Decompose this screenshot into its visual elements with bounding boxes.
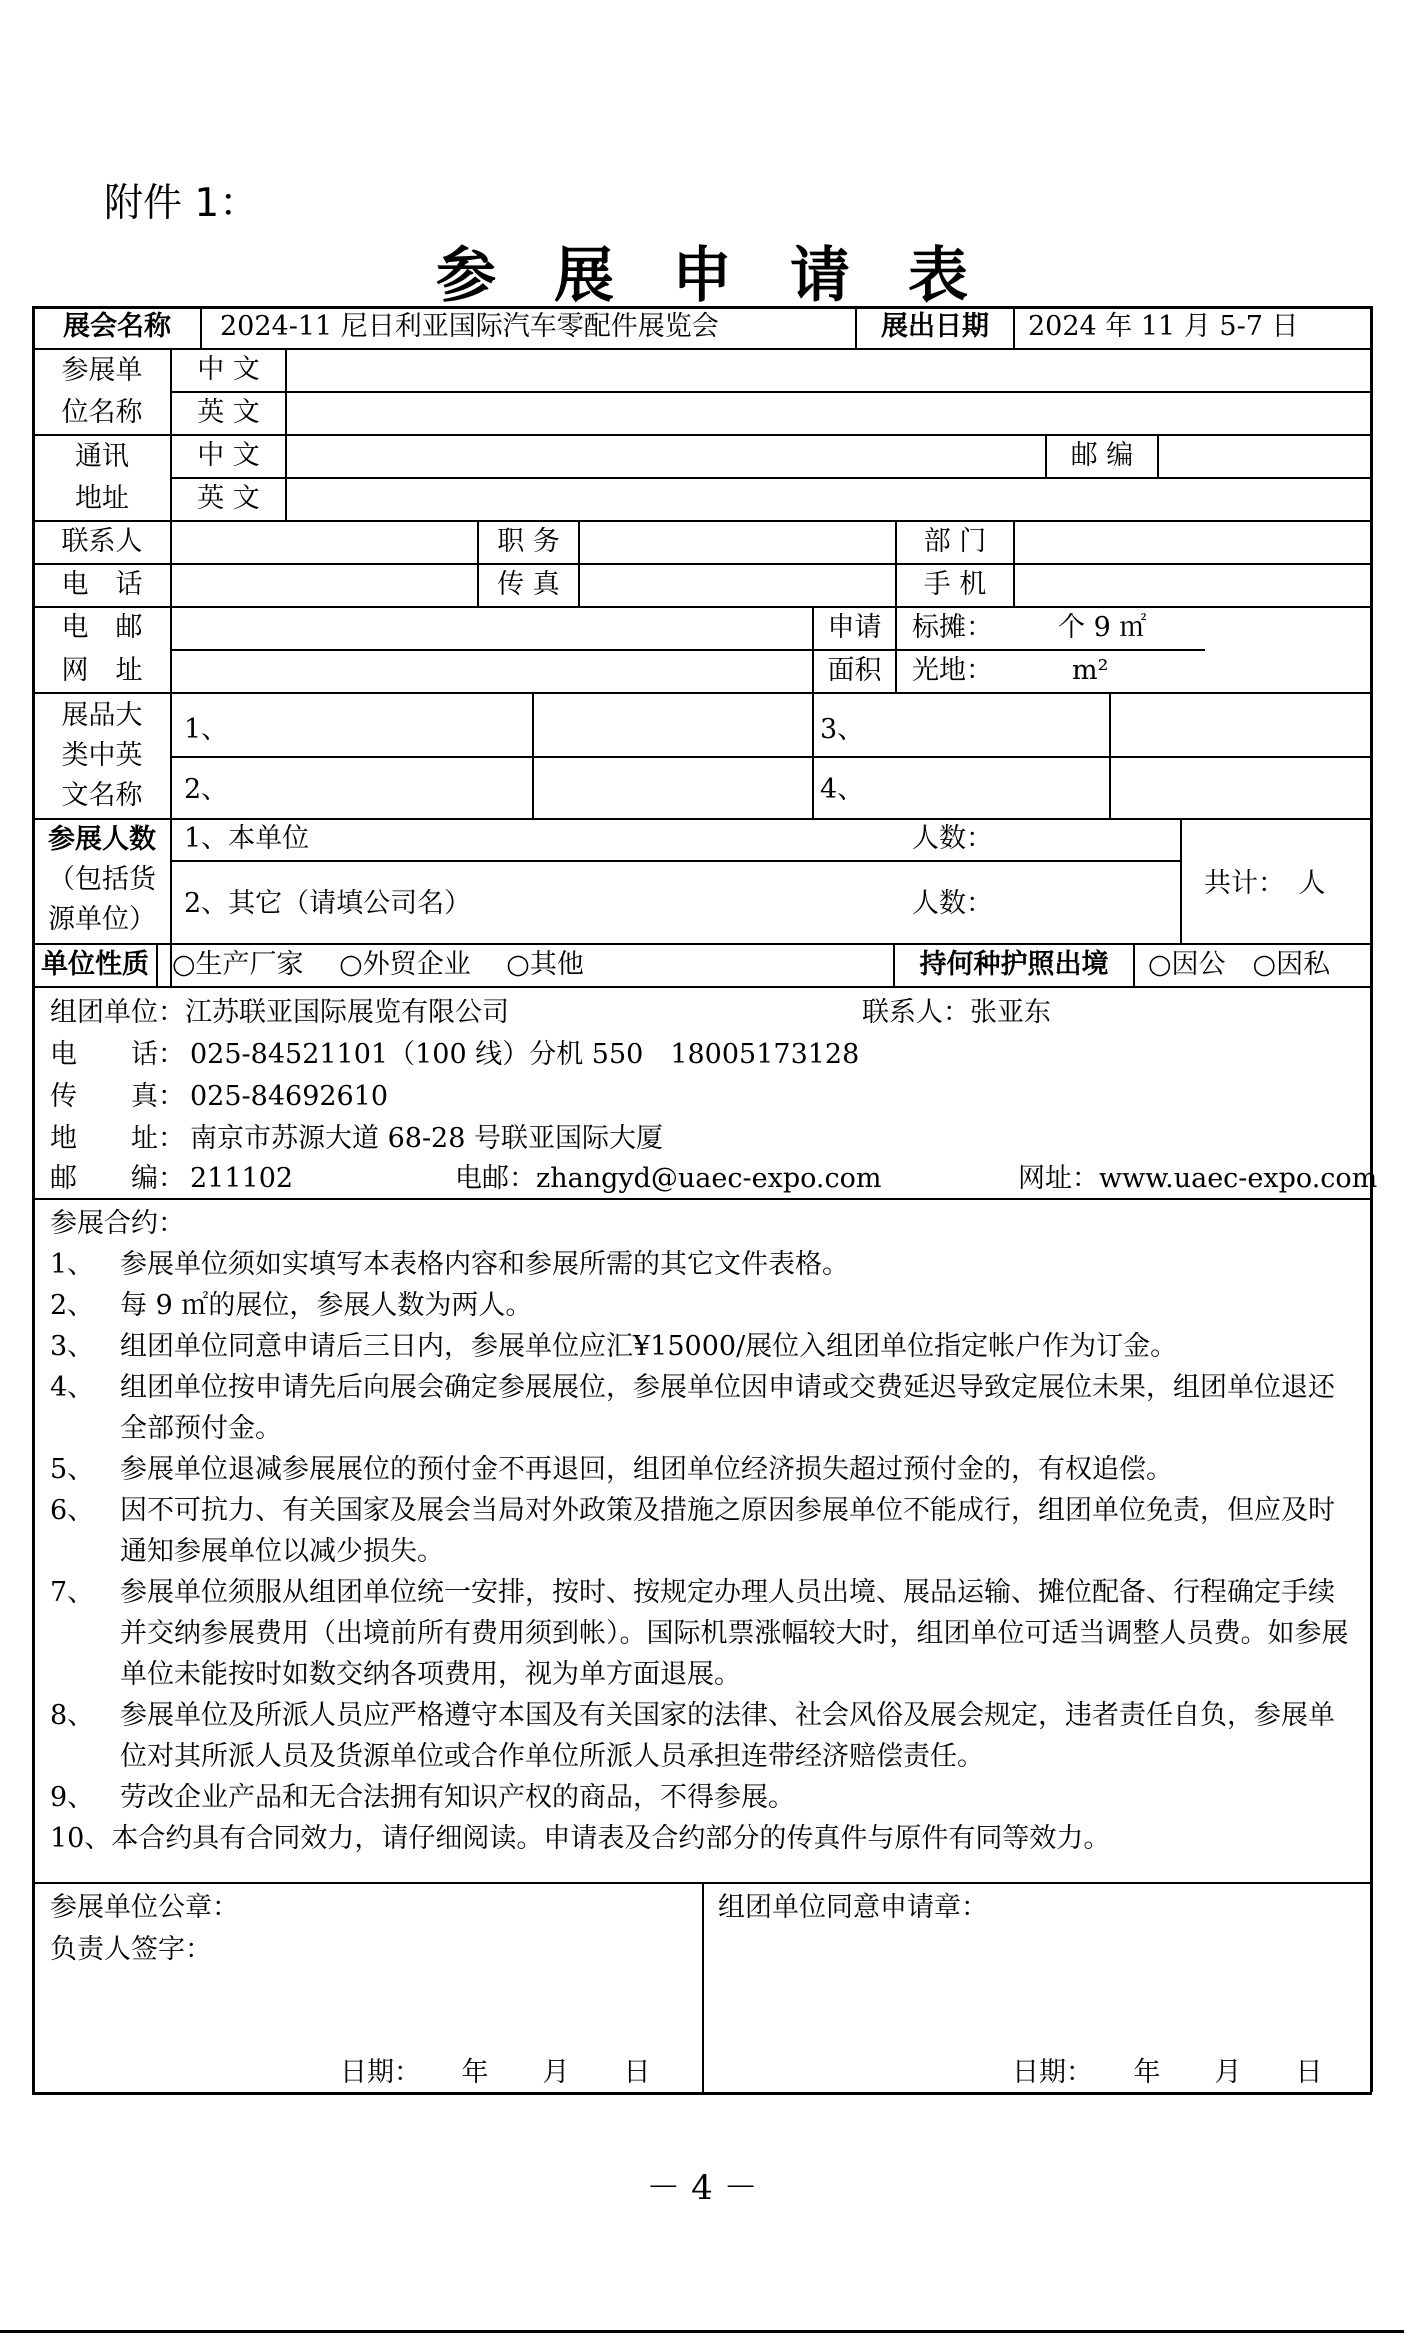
department-label: 部 门 xyxy=(923,526,987,557)
products-label-line2: 类中英 xyxy=(61,740,143,771)
job-title-label: 职 务 xyxy=(497,526,560,557)
address-en-label: 英 文 xyxy=(197,483,260,514)
standard-booth-unit: 个 9 ㎡ xyxy=(1058,612,1147,643)
terms-item xyxy=(50,1695,1360,1777)
other-count-label: 人数： xyxy=(912,888,993,919)
email-label: 电 邮 xyxy=(61,612,143,643)
terms-item-text: 参展单位及所派人员应严格遵守本国及有关国家的法律、社会风俗及展会规定，违者责任自负，参展单位对其所派人员及货源单位或合作单位所派人员承担连带经济赔偿责任。 xyxy=(120,1700,1335,1772)
terms-item-number: 6、 xyxy=(50,1495,95,1526)
organizer-fax: 025-84692610 xyxy=(190,1081,389,1112)
attachment-label: 附件 1： xyxy=(104,181,259,226)
apply-area-label-line2: 面积 xyxy=(827,655,882,686)
exhibitor-name-en-field[interactable] xyxy=(287,393,1369,433)
terms-item xyxy=(50,1244,1360,1285)
terms-section xyxy=(50,1203,1360,1859)
organizer-phone: 025-84521101（100 线）分机 550 18005173128 xyxy=(190,1039,860,1070)
terms-item-text: 因不可抗力、有关国家及展会当局对外政策及措施之原因参展单位不能成行，组团单位免责，但应及时通知参展单位以减少损失。 xyxy=(120,1495,1335,1567)
raw-space-label: 光地： xyxy=(912,655,993,686)
expo-name-value: 2024-11 尼日利亚国际汽车零配件展览会 xyxy=(220,311,719,342)
terms-item-text: 劳改企业产品和无合法拥有知识产权的商品，不得参展。 xyxy=(120,1782,795,1813)
people-count-label-line1: 参展人数 xyxy=(48,824,156,855)
organizer-seal-label: 组团单位同意申请章： xyxy=(718,1892,988,1923)
organizer-website: 网址：www.uaec-expo.com xyxy=(1018,1163,1378,1194)
raw-space-unit: m² xyxy=(1072,655,1109,686)
organizer-postcode: 211102 xyxy=(190,1163,294,1194)
people-count-label-line2: （包括货 xyxy=(48,864,156,895)
postcode-field[interactable] xyxy=(1159,436,1369,476)
terms-item-text: 组团单位同意申请后三日内，参展单位应汇¥15000/展位入组团单位指定帐户作为订金。 xyxy=(120,1331,1178,1362)
address-label-line1: 通讯 xyxy=(75,441,129,472)
contact-person-label: 联系人 xyxy=(61,526,143,557)
organizer-unit: 组团单位：江苏联亚国际展览有限公司 xyxy=(50,997,509,1028)
address-cn-label: 中 文 xyxy=(197,440,260,471)
own-unit-label: 1、本单位 xyxy=(184,823,310,854)
expo-date-value: 2024 年 11 月 5-7 日 xyxy=(1028,311,1299,342)
terms-item xyxy=(50,1326,1360,1367)
organizer-address-label: 地 址： xyxy=(50,1123,185,1154)
terms-item-text: 组团单位按申请先后向展会确定参展展位，参展单位因申请或交费延迟导致定展位未果，组团单位退还全部预付金。 xyxy=(120,1372,1335,1444)
website-label: 网 址 xyxy=(61,655,143,686)
unit-nature-label: 单位性质 xyxy=(41,949,149,980)
terms-item-number: 7、 xyxy=(50,1577,95,1608)
terms-item-number: 1、 xyxy=(50,1249,95,1280)
total-people-label: 共计： 人 xyxy=(1204,868,1326,899)
form-title: 参展申请表 xyxy=(436,241,1026,311)
terms-item xyxy=(50,1572,1360,1695)
address-label-line2: 地址 xyxy=(75,483,129,514)
page-number: － 4 － xyxy=(646,2168,758,2208)
address-en-field[interactable] xyxy=(287,479,1369,519)
terms-item-number: 5、 xyxy=(50,1454,95,1485)
terms-item xyxy=(50,1367,1360,1449)
unit-nature-options[interactable]: ○生产厂家 ○外贸企业 ○其他 xyxy=(172,949,584,980)
exhibitor-name-en-label: 英 文 xyxy=(197,397,260,428)
products-label-line3: 文名称 xyxy=(61,780,143,811)
terms-item xyxy=(50,1449,1360,1490)
fax-label: 传 真 xyxy=(497,569,560,600)
terms-item-text: 参展单位须服从组团单位统一安排，按时、按规定办理人员出境、展品运输、摊位配备、行程确定手续并交纳参展费用（出境前所有费用须到帐）。国际机票涨幅较大时，组团单位可适当调整人员费。如参展单位未能按时如数交纳各项费用，视为单方面退展。 xyxy=(120,1577,1349,1690)
organizer-fax-label: 传 真： xyxy=(50,1081,185,1112)
exhibitor-name-cn-field[interactable] xyxy=(287,350,1369,390)
expo-name-label: 展会名称 xyxy=(63,311,171,342)
other-unit-label: 2、其它（请填公司名） xyxy=(184,888,472,919)
exhibitor-name-label-line1: 参展单 xyxy=(61,355,143,386)
product-item-3: 3、 xyxy=(820,714,865,745)
terms-item-text: 参展单位退减参展展位的预付金不再退回，组团单位经济损失超过预付金的，有权追偿。 xyxy=(120,1454,1173,1485)
organizer-postcode-label: 邮 编： xyxy=(50,1163,185,1194)
own-count-label: 人数： xyxy=(912,823,993,854)
product-item-2: 2、 xyxy=(184,774,229,805)
terms-item xyxy=(50,1490,1360,1572)
expo-date-label: 展出日期 xyxy=(881,311,989,342)
people-count-label-line3: 源单位） xyxy=(48,904,156,935)
passport-label: 持何种护照出境 xyxy=(919,949,1109,980)
exhibitor-name-cn-label: 中 文 xyxy=(197,354,260,385)
organizer-address: 南京市苏源大道 68-28 号联亚国际大厦 xyxy=(190,1123,664,1154)
standard-booth-label: 标摊： xyxy=(912,612,993,643)
address-cn-field[interactable] xyxy=(287,436,1043,476)
organizer-email: 电邮：zhangyd@uaec-expo.com xyxy=(455,1163,882,1194)
mobile-label: 手 机 xyxy=(923,569,987,600)
terms-item xyxy=(50,1777,1360,1818)
phone-label: 电 话 xyxy=(61,569,143,600)
passport-options[interactable]: ○因公 ○因私 xyxy=(1148,949,1331,980)
exhibitor-name-label-line2: 位名称 xyxy=(61,397,143,428)
responsible-signature-label: 负责人签字： xyxy=(50,1934,212,1965)
products-label-line1: 展品大 xyxy=(61,700,143,731)
terms-item-number: 8、 xyxy=(50,1700,95,1731)
left-date-label: 日期： 年 月 日 xyxy=(340,2057,651,2088)
terms-item-text: 每 9 ㎡的展位，参展人数为两人。 xyxy=(120,1290,533,1321)
terms-item xyxy=(50,1818,1360,1859)
terms-item-number: 9、 xyxy=(50,1782,95,1813)
terms-item-text: 参展单位须如实填写本表格内容和参展所需的其它文件表格。 xyxy=(120,1249,849,1280)
terms-item-text: 10、本合约具有合同效力，请仔细阅读。申请表及合约部分的传真件与原件有同等效力。 xyxy=(50,1823,1111,1854)
terms-item-number: 2、 xyxy=(50,1290,95,1321)
terms-item xyxy=(50,1285,1360,1326)
right-date-label: 日期： 年 月 日 xyxy=(1012,2057,1323,2088)
postcode-label: 邮 编 xyxy=(1070,440,1134,471)
product-item-4: 4、 xyxy=(820,774,865,805)
exhibitor-seal-label: 参展单位公章： xyxy=(50,1892,239,1923)
product-item-1: 1、 xyxy=(184,714,229,745)
bottom-divider xyxy=(0,2330,1404,2333)
organizer-contact: 联系人：张亚东 xyxy=(862,997,1051,1028)
terms-item-number: 4、 xyxy=(50,1372,95,1403)
apply-area-label-line1: 申请 xyxy=(827,612,882,643)
organizer-phone-label: 电 话： xyxy=(50,1039,185,1070)
terms-heading: 参展合约： xyxy=(50,1208,185,1239)
terms-item-number: 3、 xyxy=(50,1331,95,1362)
